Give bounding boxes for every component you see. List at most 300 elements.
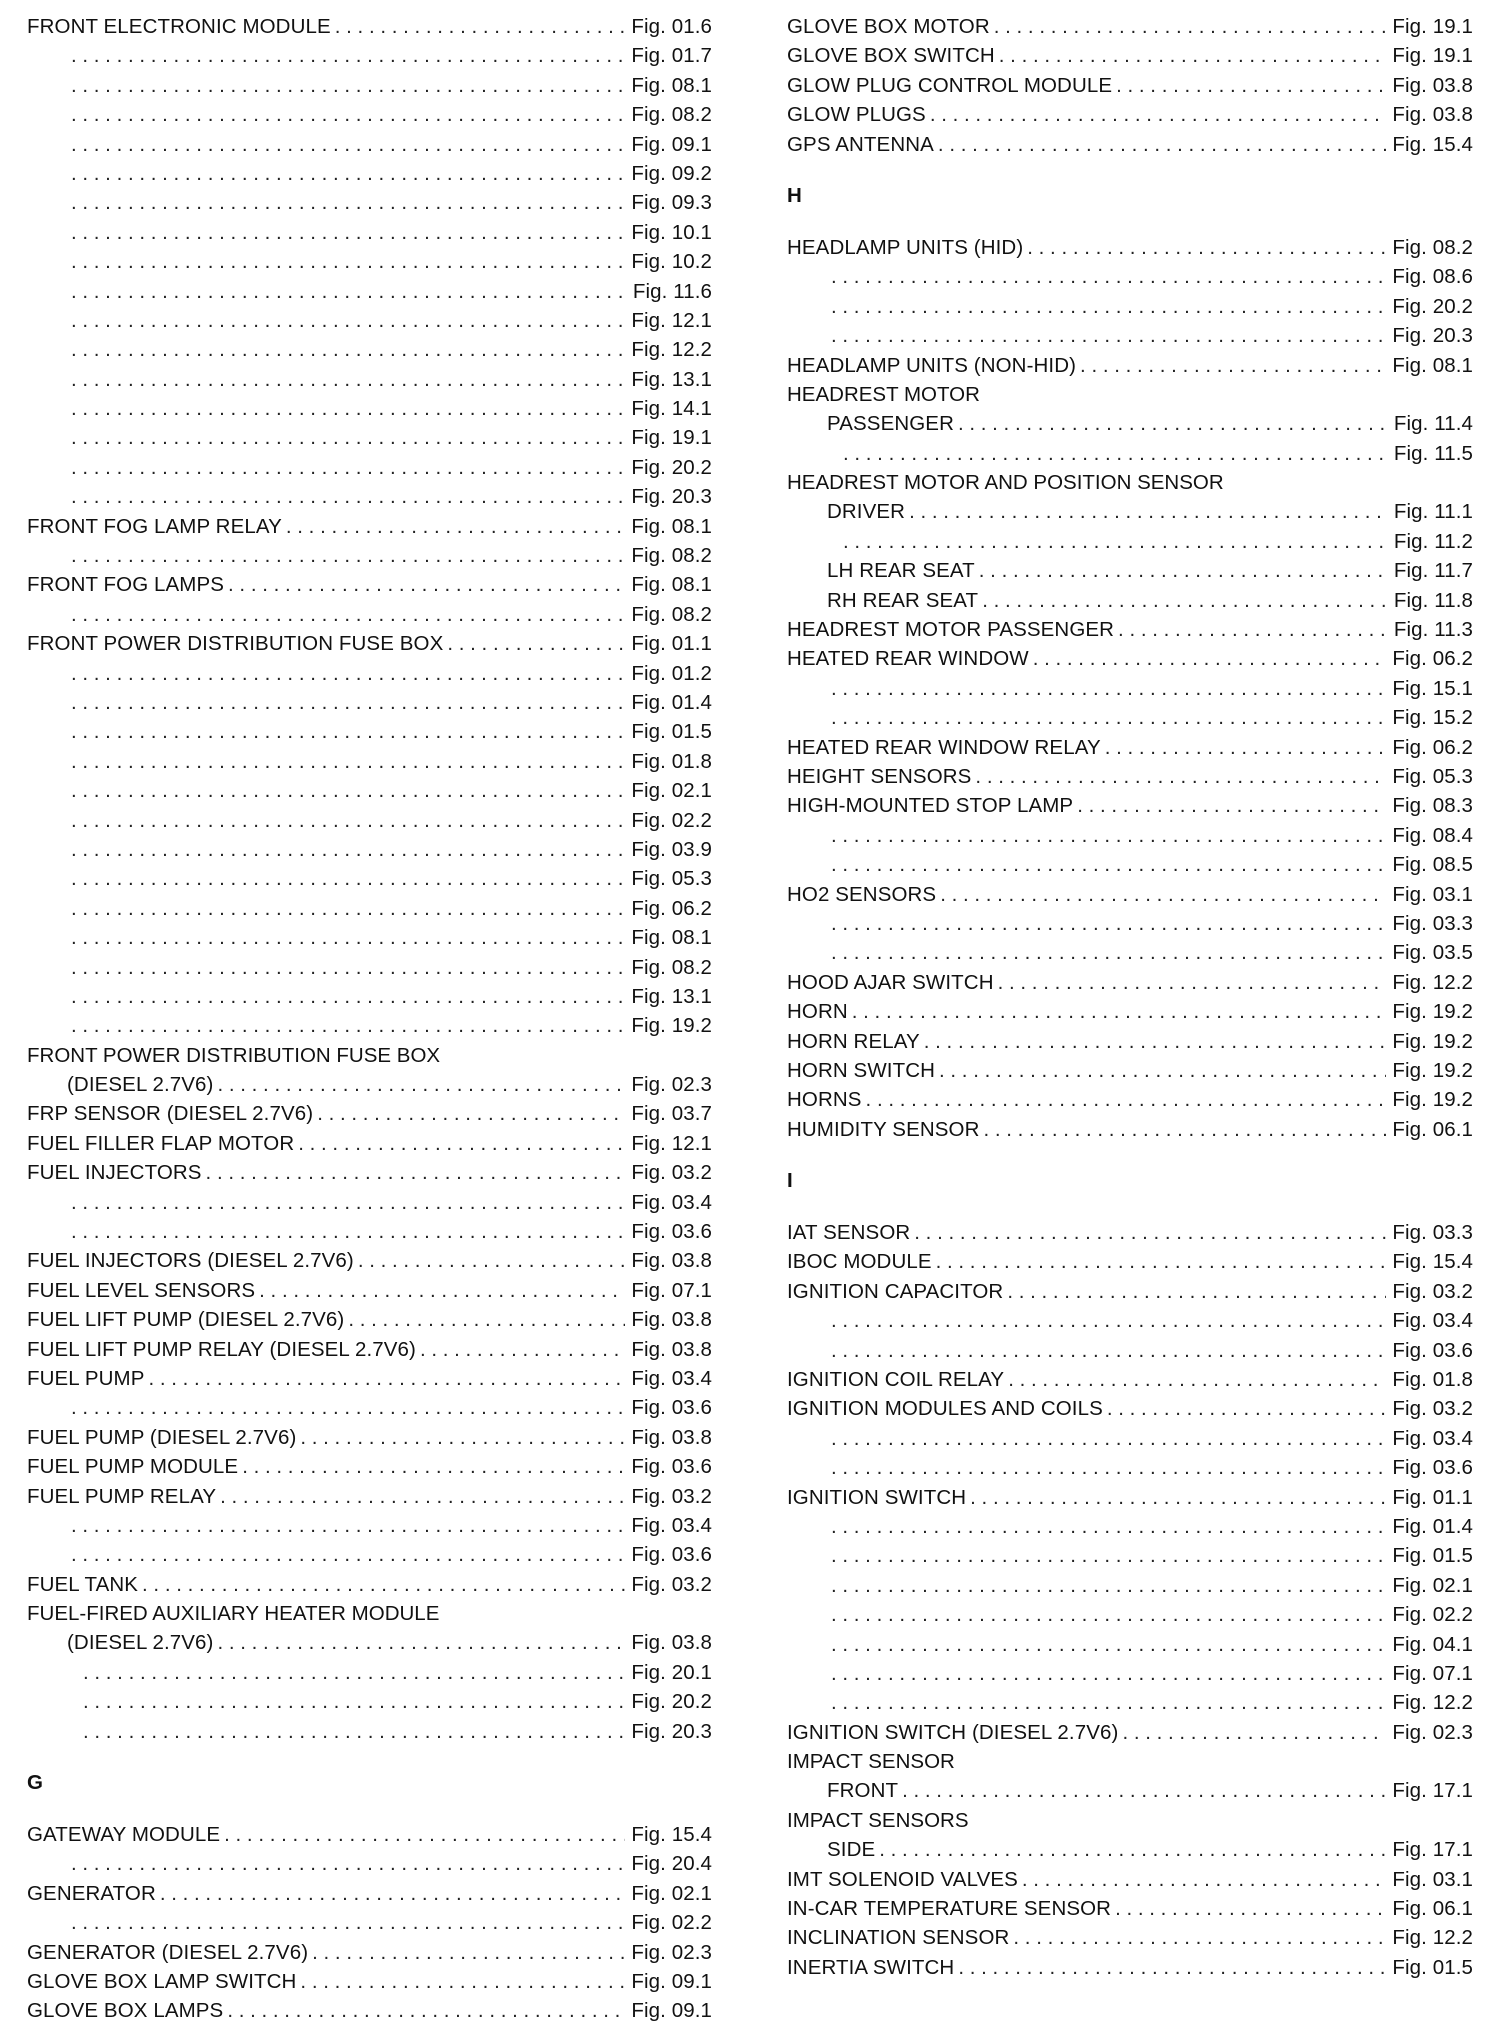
index-entry[interactable] — [27, 1070, 712, 1099]
index-entry-continuation[interactable] — [27, 188, 712, 217]
index-entry[interactable] — [787, 1865, 1473, 1894]
index-entry-continuation[interactable] — [787, 439, 1473, 468]
figure-reference[interactable]: Fig. 01.1 — [631, 632, 712, 656]
figure-reference[interactable]: Fig. 01.2 — [631, 661, 712, 685]
figure-reference[interactable]: Fig. 08.2 — [1392, 235, 1473, 259]
index-entry-continuation[interactable] — [27, 1908, 712, 1937]
figure-reference[interactable]: Fig. 13.1 — [631, 984, 712, 1008]
entry-label: FRONT FOG LAMPS — [27, 573, 225, 597]
figure-reference[interactable]: Fig. 20.3 — [631, 1719, 712, 1743]
index-entry-continuation[interactable] — [27, 953, 712, 982]
index-entry[interactable] — [27, 512, 712, 541]
dot-leader — [71, 41, 625, 70]
figure-reference[interactable]: Fig. 08.5 — [1392, 853, 1473, 877]
dot-leader — [852, 997, 1387, 1026]
index-entry[interactable] — [787, 997, 1473, 1026]
figure-reference[interactable]: Fig. 08.2 — [631, 544, 712, 568]
figure-reference[interactable]: Fig. 01.5 — [1392, 1544, 1473, 1568]
figure-reference[interactable]: Fig. 09.3 — [631, 191, 712, 215]
section-spacer — [787, 1144, 1473, 1166]
index-entry-continuation[interactable] — [27, 894, 712, 923]
figure-reference[interactable]: Fig. 09.1 — [631, 132, 712, 156]
figure-reference[interactable]: Fig. 12.2 — [1392, 970, 1473, 994]
figure-reference[interactable]: Fig. 03.3 — [1392, 1221, 1473, 1245]
index-entry-continuation[interactable] — [27, 776, 712, 805]
figure-reference[interactable]: Fig. 03.4 — [1392, 1309, 1473, 1333]
index-entry-continuation[interactable] — [787, 909, 1473, 938]
dot-leader — [958, 1953, 1386, 1982]
index-entry-continuation[interactable] — [27, 423, 712, 452]
figure-reference[interactable]: Fig. 02.2 — [631, 808, 712, 832]
index-entry-continuation[interactable] — [27, 394, 712, 423]
figure-reference[interactable]: Fig. 08.1 — [631, 926, 712, 950]
figure-reference[interactable]: Fig. 03.8 — [631, 1337, 712, 1361]
index-entry[interactable] — [787, 71, 1473, 100]
dot-leader — [300, 1967, 625, 1996]
figure-reference[interactable]: Fig. 06.1 — [1392, 1897, 1473, 1921]
dot-leader — [914, 1218, 1386, 1247]
entry-label: HEIGHT SENSORS — [787, 764, 972, 788]
index-entry[interactable] — [787, 880, 1473, 909]
index-entry-continuation[interactable] — [27, 365, 712, 394]
figure-reference[interactable]: Fig. 05.3 — [1392, 764, 1473, 788]
dot-leader — [227, 1996, 625, 2025]
figure-reference[interactable]: Fig. 02.1 — [631, 1881, 712, 1905]
index-entry-continuation[interactable] — [787, 1688, 1473, 1717]
figure-reference[interactable]: Fig. 11.5 — [1393, 441, 1473, 465]
figure-reference[interactable]: Fig. 06.2 — [1392, 647, 1473, 671]
entry-label: LH REAR SEAT — [827, 559, 975, 583]
index-entry-heading: IMPACT SENSORS — [787, 1808, 969, 1832]
index-entry-continuation[interactable] — [27, 335, 712, 364]
figure-reference[interactable]: Fig. 02.1 — [1392, 1573, 1473, 1597]
index-entry[interactable] — [787, 130, 1473, 159]
figure-reference[interactable]: Fig. 05.3 — [631, 867, 712, 891]
index-entry-continuation[interactable] — [787, 527, 1473, 556]
index-entry-continuation[interactable] — [787, 938, 1473, 967]
index-entry[interactable] — [787, 968, 1473, 997]
figure-reference[interactable]: Fig. 11.7 — [1393, 559, 1473, 583]
index-entry-continuation[interactable] — [787, 1630, 1473, 1659]
index-entry[interactable] — [787, 1718, 1473, 1747]
index-entry[interactable] — [27, 1423, 712, 1452]
index-entry[interactable] — [27, 1570, 712, 1599]
dot-leader — [83, 1658, 625, 1687]
index-entry-continuation[interactable] — [27, 1217, 712, 1246]
section-spacer — [27, 1798, 712, 1820]
figure-reference[interactable]: Fig. 03.6 — [631, 1543, 712, 1567]
figure-reference[interactable]: Fig. 12.2 — [1392, 1691, 1473, 1715]
index-entry-continuation[interactable] — [27, 806, 712, 835]
index-entry[interactable] — [787, 12, 1473, 41]
index-entry[interactable] — [27, 1276, 712, 1305]
figure-reference[interactable]: Fig. 12.1 — [631, 1131, 712, 1155]
figure-reference[interactable]: Fig. 03.7 — [631, 1102, 712, 1126]
figure-reference[interactable]: Fig. 03.4 — [631, 1513, 712, 1537]
index-entry[interactable] — [27, 1305, 712, 1334]
figure-reference[interactable]: Fig. 08.2 — [631, 602, 712, 626]
index-entry[interactable] — [787, 1483, 1473, 1512]
figure-reference[interactable]: Fig. 06.2 — [1392, 735, 1473, 759]
index-entry[interactable] — [27, 1938, 712, 1967]
index-entry[interactable] — [787, 1247, 1473, 1276]
figure-reference[interactable]: Fig. 03.2 — [1392, 1397, 1473, 1421]
index-entry-continuation[interactable] — [27, 71, 712, 100]
figure-reference[interactable]: Fig. 03.4 — [1392, 1426, 1473, 1450]
index-entry-continuation[interactable] — [27, 159, 712, 188]
figure-reference[interactable]: Fig. 10.2 — [631, 250, 712, 274]
index-entry[interactable] — [787, 1218, 1473, 1247]
index-entry-continuation[interactable] — [27, 277, 712, 306]
figure-reference[interactable]: Fig. 20.3 — [1392, 324, 1473, 348]
index-entry-continuation[interactable] — [27, 982, 712, 1011]
index-entry[interactable] — [787, 1894, 1473, 1923]
dot-leader — [1008, 1365, 1386, 1394]
index-entry[interactable] — [27, 1482, 712, 1511]
figure-reference[interactable]: Fig. 03.6 — [631, 1455, 712, 1479]
figure-reference[interactable]: Fig. 17.1 — [1392, 1838, 1473, 1862]
index-entry-continuation[interactable] — [27, 41, 712, 70]
figure-reference[interactable]: Fig. 03.8 — [1392, 103, 1473, 127]
figure-reference[interactable]: Fig. 02.2 — [1392, 1603, 1473, 1627]
index-entry-continuation[interactable] — [787, 1453, 1473, 1482]
index-entry[interactable] — [787, 1277, 1473, 1306]
index-entry[interactable] — [27, 1364, 712, 1393]
figure-reference[interactable]: Fig. 03.8 — [631, 1308, 712, 1332]
figure-reference[interactable]: Fig. 08.1 — [631, 73, 712, 97]
index-entry-continuation[interactable] — [27, 688, 712, 717]
figure-reference[interactable]: Fig. 03.8 — [631, 1631, 712, 1655]
index-entry-continuation[interactable] — [27, 130, 712, 159]
index-entry[interactable] — [787, 791, 1473, 820]
dot-leader — [71, 747, 625, 776]
index-entry-continuation[interactable] — [27, 306, 712, 335]
index-entry[interactable] — [27, 12, 712, 41]
figure-reference[interactable]: Fig. 01.4 — [631, 690, 712, 714]
index-entry[interactable] — [27, 1628, 712, 1657]
index-entry[interactable] — [27, 1967, 712, 1996]
figure-reference[interactable]: Fig. 01.5 — [1392, 1955, 1473, 1979]
figure-reference[interactable]: Fig. 11.6 — [632, 279, 712, 303]
dot-leader — [71, 776, 625, 805]
index-entry-continuation[interactable] — [27, 864, 712, 893]
figure-reference[interactable]: Fig. 03.8 — [1392, 73, 1473, 97]
index-entry-continuation[interactable] — [787, 292, 1473, 321]
dot-leader — [71, 541, 625, 570]
index-entry[interactable] — [787, 41, 1473, 70]
index-entry[interactable] — [787, 1365, 1473, 1394]
dot-leader — [1107, 1394, 1386, 1423]
figure-reference[interactable]: Fig. 03.2 — [631, 1161, 712, 1185]
figure-reference[interactable]: Fig. 10.1 — [631, 220, 712, 244]
figure-reference[interactable]: Fig. 03.9 — [631, 837, 712, 861]
index-entry-continuation[interactable] — [27, 1717, 712, 1746]
figure-reference[interactable]: Fig. 03.2 — [631, 1572, 712, 1596]
index-entry-continuation[interactable] — [27, 659, 712, 688]
dot-leader — [979, 556, 1388, 585]
dot-leader — [312, 1938, 625, 1967]
index-entry[interactable] — [787, 586, 1473, 615]
figure-reference[interactable]: Fig. 15.4 — [1392, 132, 1473, 156]
index-entry[interactable] — [27, 1820, 712, 1849]
figure-reference[interactable]: Fig. 03.6 — [631, 1220, 712, 1244]
figure-reference[interactable]: Fig. 02.2 — [631, 1911, 712, 1935]
index-entry[interactable] — [787, 615, 1473, 644]
index-entry-continuation[interactable] — [787, 1306, 1473, 1335]
index-entry-continuation[interactable] — [787, 821, 1473, 850]
figure-reference[interactable]: Fig. 06.2 — [631, 896, 712, 920]
entry-label: GATEWAY MODULE — [27, 1823, 221, 1847]
index-entry[interactable] — [27, 570, 712, 599]
figure-reference[interactable]: Fig. 02.3 — [631, 1073, 712, 1097]
figure-reference[interactable]: Fig. 20.4 — [631, 1852, 712, 1876]
figure-reference[interactable]: Fig. 20.2 — [1392, 294, 1473, 318]
dot-leader — [831, 703, 1386, 732]
index-entry-continuation[interactable] — [27, 1658, 712, 1687]
index-entry[interactable] — [787, 351, 1473, 380]
figure-reference[interactable]: Fig. 13.1 — [631, 367, 712, 391]
figure-reference[interactable]: Fig. 01.8 — [1392, 1368, 1473, 1392]
figure-reference[interactable]: Fig. 12.2 — [631, 338, 712, 362]
index-entry-continuation[interactable] — [27, 1511, 712, 1540]
figure-reference[interactable]: Fig. 01.1 — [1392, 1485, 1473, 1509]
dot-leader — [1007, 1277, 1386, 1306]
figure-reference[interactable]: Fig. 15.1 — [1392, 676, 1473, 700]
figure-reference[interactable]: Fig. 15.4 — [1392, 1250, 1473, 1274]
index-entry[interactable] — [787, 644, 1473, 673]
entry-label: RH REAR SEAT — [827, 588, 979, 612]
index-entry[interactable] — [787, 1056, 1473, 1085]
index-entry-continuation[interactable] — [787, 1571, 1473, 1600]
figure-reference[interactable]: Fig. 09.2 — [631, 161, 712, 185]
dot-leader — [938, 130, 1386, 159]
index-entry-continuation[interactable] — [27, 747, 712, 776]
index-entry-continuation[interactable] — [27, 1393, 712, 1422]
index-entry[interactable] — [787, 762, 1473, 791]
figure-reference[interactable]: Fig. 11.4 — [1393, 412, 1473, 436]
index-entry[interactable] — [787, 100, 1473, 129]
index-entry-continuation[interactable] — [27, 835, 712, 864]
figure-reference[interactable]: Fig. 20.3 — [631, 485, 712, 509]
figure-reference[interactable]: Fig. 19.2 — [1392, 1058, 1473, 1082]
dot-leader — [831, 1512, 1386, 1541]
figure-reference[interactable]: Fig. 03.6 — [1392, 1338, 1473, 1362]
figure-reference[interactable]: Fig. 03.2 — [1392, 1279, 1473, 1303]
figure-reference[interactable]: Fig. 01.8 — [631, 749, 712, 773]
index-entry-continuation[interactable] — [27, 1011, 712, 1040]
entry-label: IGNITION SWITCH — [787, 1485, 967, 1509]
dot-leader — [983, 1115, 1386, 1144]
dot-leader — [71, 277, 627, 306]
figure-reference[interactable]: Fig. 03.8 — [631, 1249, 712, 1273]
dot-leader — [71, 953, 625, 982]
figure-reference[interactable]: Fig. 11.2 — [1393, 529, 1473, 553]
index-entry-continuation[interactable] — [27, 923, 712, 952]
index-entry-continuation[interactable] — [787, 850, 1473, 879]
figure-reference[interactable]: Fig. 08.1 — [1392, 353, 1473, 377]
figure-reference[interactable]: Fig. 03.2 — [631, 1484, 712, 1508]
index-entry[interactable] — [787, 409, 1473, 438]
index-entry-continuation[interactable] — [787, 674, 1473, 703]
index-entry-continuation[interactable] — [27, 1687, 712, 1716]
section-spacer — [787, 159, 1473, 181]
figure-reference[interactable]: Fig. 15.2 — [1392, 706, 1473, 730]
dot-leader — [831, 1306, 1386, 1335]
figure-reference[interactable]: Fig. 03.4 — [631, 1366, 712, 1390]
dot-leader — [831, 321, 1386, 350]
figure-reference[interactable]: Fig. 19.2 — [1392, 1088, 1473, 1112]
index-entry[interactable] — [787, 1027, 1473, 1056]
figure-reference[interactable]: Fig. 08.6 — [1392, 265, 1473, 289]
figure-reference[interactable]: Fig. 12.1 — [631, 308, 712, 332]
index-entry[interactable] — [27, 1129, 712, 1158]
index-entry-continuation[interactable] — [787, 1512, 1473, 1541]
figure-reference[interactable]: Fig. 14.1 — [631, 397, 712, 421]
index-entry-continuation[interactable] — [27, 600, 712, 629]
dot-leader — [902, 1776, 1386, 1805]
figure-reference[interactable]: Fig. 01.5 — [631, 720, 712, 744]
index-entry-continuation[interactable] — [27, 541, 712, 570]
index-entry[interactable] — [27, 1158, 712, 1187]
dot-leader — [71, 71, 625, 100]
figure-reference[interactable]: Fig. 08.4 — [1392, 823, 1473, 847]
dot-leader — [217, 1070, 625, 1099]
dot-leader — [71, 159, 625, 188]
figure-reference[interactable]: Fig. 20.2 — [631, 1690, 712, 1714]
figure-reference[interactable]: Fig. 19.2 — [1392, 1029, 1473, 1053]
entry-label: IGNITION CAPACITOR — [787, 1279, 1004, 1303]
index-entry-continuation[interactable] — [27, 482, 712, 511]
dot-leader — [83, 1687, 625, 1716]
index-entry[interactable] — [27, 1879, 712, 1908]
figure-reference[interactable]: Fig. 12.2 — [1392, 1926, 1473, 1950]
index-entry-continuation[interactable] — [787, 262, 1473, 291]
figure-reference[interactable]: Fig. 15.4 — [631, 1823, 712, 1847]
index-entry[interactable] — [787, 497, 1473, 526]
index-entry-continuation[interactable] — [27, 453, 712, 482]
index-entry[interactable] — [27, 1099, 712, 1128]
index-entry-continuation[interactable] — [27, 717, 712, 746]
index-entry[interactable] — [787, 233, 1473, 262]
index-entry-continuation[interactable] — [27, 247, 712, 276]
index-entry-continuation[interactable] — [787, 703, 1473, 732]
figure-reference[interactable]: Fig. 03.4 — [631, 1190, 712, 1214]
figure-reference[interactable]: Fig. 09.1 — [631, 1970, 712, 1993]
figure-reference[interactable]: Fig. 17.1 — [1392, 1779, 1473, 1803]
dot-leader — [1013, 1923, 1386, 1952]
index-entry-continuation[interactable] — [27, 1540, 712, 1569]
dot-leader — [228, 570, 625, 599]
figure-reference[interactable]: Fig. 03.3 — [1392, 911, 1473, 935]
index-entry-continuation[interactable] — [787, 1541, 1473, 1570]
entry-label: GENERATOR (DIESEL 2.7V6) — [27, 1940, 309, 1964]
figure-reference[interactable]: Fig. 02.3 — [1392, 1720, 1473, 1744]
index-entry-continuation[interactable] — [787, 1336, 1473, 1365]
dot-leader — [940, 880, 1386, 909]
figure-reference[interactable]: Fig. 07.1 — [1392, 1661, 1473, 1685]
figure-reference[interactable]: Fig. 04.1 — [1392, 1632, 1473, 1656]
dot-leader — [71, 100, 625, 129]
figure-reference[interactable]: Fig. 03.1 — [1392, 1867, 1473, 1891]
entry-label: GLOVE BOX LAMP SWITCH — [27, 1970, 297, 1993]
entry-label: HEADLAMP UNITS (HID) — [787, 235, 1024, 259]
figure-reference[interactable]: Fig. 03.6 — [631, 1396, 712, 1420]
figure-reference[interactable]: Fig. 01.6 — [631, 15, 712, 38]
figure-reference[interactable]: Fig. 20.1 — [631, 1660, 712, 1684]
index-entry[interactable] — [787, 1085, 1473, 1114]
entry-label: FRONT ELECTRONIC MODULE — [27, 15, 331, 38]
dot-leader — [831, 674, 1386, 703]
figure-reference[interactable]: Fig. 08.2 — [631, 103, 712, 127]
dot-leader — [335, 12, 626, 41]
figure-reference[interactable]: Fig. 08.1 — [631, 514, 712, 538]
dot-leader — [1115, 1894, 1386, 1923]
figure-reference[interactable]: Fig. 19.1 — [1392, 15, 1473, 38]
index-entry-continuation[interactable] — [27, 1849, 712, 1878]
figure-reference[interactable]: Fig. 03.5 — [1392, 941, 1473, 965]
index-entry[interactable] — [27, 1246, 712, 1275]
index-entry[interactable] — [787, 556, 1473, 585]
index-entry-continuation[interactable] — [787, 321, 1473, 350]
index-entry[interactable] — [787, 1394, 1473, 1423]
dot-leader — [71, 1011, 625, 1040]
index-entry[interactable] — [27, 629, 712, 658]
index-entry-continuation[interactable] — [787, 1600, 1473, 1629]
index-entry[interactable] — [787, 733, 1473, 762]
figure-reference[interactable]: Fig. 06.1 — [1392, 1117, 1473, 1141]
figure-reference[interactable]: Fig. 19.2 — [1392, 1000, 1473, 1024]
figure-reference[interactable]: Fig. 19.1 — [631, 426, 712, 450]
figure-reference[interactable]: Fig. 02.1 — [631, 779, 712, 803]
dot-leader — [83, 1717, 625, 1746]
figure-reference[interactable]: Fig. 08.2 — [631, 955, 712, 979]
figure-reference[interactable]: Fig. 09.1 — [631, 1999, 712, 2023]
figure-reference[interactable]: Fig. 11.1 — [1393, 500, 1473, 524]
index-entry-continuation[interactable] — [787, 1659, 1473, 1688]
figure-reference[interactable]: Fig. 03.6 — [1392, 1456, 1473, 1480]
figure-reference[interactable]: Fig. 07.1 — [631, 1278, 712, 1302]
figure-reference[interactable]: Fig. 19.1 — [1392, 44, 1473, 68]
dot-leader — [71, 1540, 625, 1569]
figure-reference[interactable]: Fig. 08.3 — [1392, 794, 1473, 818]
figure-reference[interactable]: Fig. 19.2 — [631, 1014, 712, 1038]
index-entry-continuation[interactable] — [27, 100, 712, 129]
index-entry[interactable] — [27, 1452, 712, 1481]
dot-leader — [1122, 1718, 1386, 1747]
entry-label: FUEL FILLER FLAP MOTOR — [27, 1131, 295, 1155]
index-entry[interactable] — [787, 1776, 1473, 1805]
figure-reference[interactable]: Fig. 11.3 — [1393, 618, 1473, 642]
index-entry[interactable] — [27, 1996, 712, 2025]
index-entry[interactable] — [787, 1953, 1473, 1982]
figure-reference[interactable]: Fig. 02.3 — [631, 1940, 712, 1964]
dot-leader — [71, 1849, 625, 1878]
index-entry[interactable] — [787, 1835, 1473, 1864]
index-entry-continuation[interactable] — [27, 218, 712, 247]
index-entry-continuation[interactable] — [787, 1424, 1473, 1453]
index-entry[interactable] — [787, 1923, 1473, 1952]
index-entry-continuation[interactable] — [27, 1188, 712, 1217]
index-entry[interactable] — [27, 1335, 712, 1364]
index-entry[interactable] — [787, 1115, 1473, 1144]
figure-reference[interactable]: Fig. 03.1 — [1392, 882, 1473, 906]
figure-reference[interactable]: Fig. 03.8 — [631, 1425, 712, 1449]
figure-reference[interactable]: Fig. 08.1 — [631, 573, 712, 597]
figure-reference[interactable]: Fig. 01.7 — [631, 44, 712, 68]
figure-reference[interactable]: Fig. 11.8 — [1393, 588, 1473, 612]
figure-reference[interactable]: Fig. 01.4 — [1392, 1514, 1473, 1538]
figure-reference[interactable]: Fig. 20.2 — [631, 455, 712, 479]
